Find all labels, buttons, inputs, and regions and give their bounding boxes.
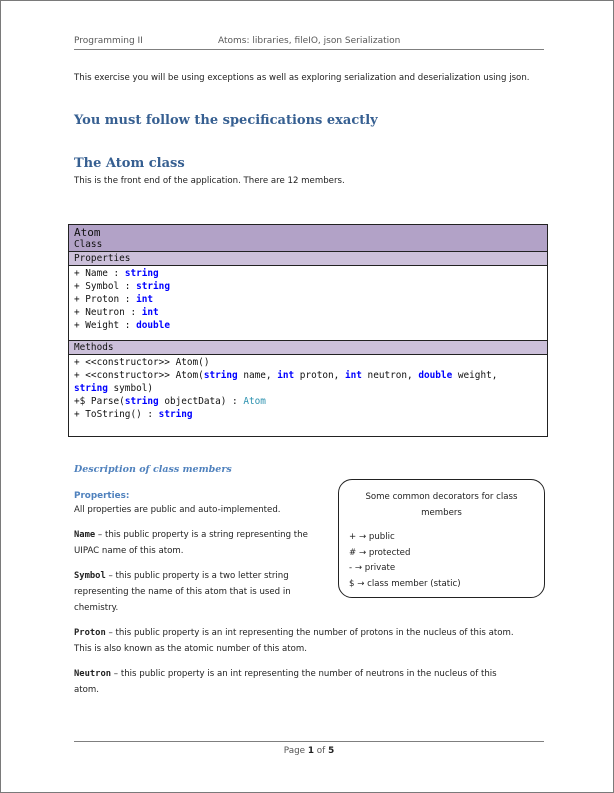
property-type: string xyxy=(136,281,170,292)
property-signature: + Neutron : xyxy=(74,307,142,318)
member-text: UIPAC name of this atom. xyxy=(74,546,184,557)
property-signature: + Name : xyxy=(74,268,125,279)
member-neutron-description xyxy=(74,666,497,698)
method-part: name, xyxy=(237,370,278,381)
arrow-icon: → xyxy=(358,532,367,542)
uml-class-name: Atom xyxy=(74,226,101,239)
header-topic: Atoms: libraries, fileIO, json Serialization xyxy=(218,36,401,46)
member-symbol-description xyxy=(74,568,291,617)
method-part: weight, xyxy=(452,370,498,381)
member-symbol-label: Symbol xyxy=(74,571,106,581)
arrow-icon: → xyxy=(357,578,365,589)
page-footer xyxy=(74,741,544,756)
param-type: double xyxy=(418,370,453,381)
param-type: string xyxy=(124,396,159,407)
page-total: 5 xyxy=(328,746,335,756)
arrow-icon: → xyxy=(358,547,367,558)
uml-methods-list xyxy=(69,355,547,422)
member-text: – this public property is a two letter string xyxy=(105,571,289,581)
decorator-item xyxy=(349,561,461,577)
method-part: proton, xyxy=(294,370,345,381)
intro-paragraph: This exercise you will be using exceptions as well as exploring serialization and deserialization using json. xyxy=(74,73,530,83)
uml-property xyxy=(74,267,542,280)
param-type: int xyxy=(277,370,295,381)
property-signature: + Symbol : xyxy=(74,281,137,292)
uml-property xyxy=(74,293,542,306)
member-text: atom. xyxy=(74,685,99,696)
of-word: of xyxy=(316,746,326,756)
member-text: representing the name of this atom that is used in xyxy=(74,587,291,598)
member-text: – this public property is an int representing the number of protons in the nucleus of this atom. xyxy=(105,628,514,638)
page-current: 1 xyxy=(307,746,314,756)
description-heading: Description of class members xyxy=(74,464,232,475)
method-part: neutron, xyxy=(361,370,419,381)
member-proton-description xyxy=(74,625,514,657)
page-header xyxy=(74,35,544,50)
atom-class-heading: The Atom class xyxy=(74,156,185,171)
uml-class-kind: Class xyxy=(74,239,103,250)
uml-method-constructor xyxy=(74,369,542,382)
member-text: – this public property is a string representing the xyxy=(95,530,308,540)
decorators-callout xyxy=(338,479,545,598)
property-type: int xyxy=(136,294,154,305)
property-type: double xyxy=(136,320,170,331)
decorator-item xyxy=(349,546,461,562)
method-part: + ToString() : xyxy=(74,409,159,420)
uml-method-tostring xyxy=(74,408,542,421)
page-word: Page xyxy=(283,746,306,756)
uml-property xyxy=(74,306,542,319)
decorator-label: public xyxy=(368,532,395,542)
uml-property xyxy=(74,280,542,293)
return-type: Atom xyxy=(243,396,266,407)
uml-class-diagram xyxy=(68,224,548,437)
method-part: +$ Parse( xyxy=(74,396,125,407)
header-course: Programming II xyxy=(74,36,143,46)
property-signature: + Proton : xyxy=(74,294,137,305)
decorator-symbol: # xyxy=(349,547,357,558)
method-part: objectData) : xyxy=(158,396,244,407)
arrow-icon: → xyxy=(354,563,363,573)
property-type: int xyxy=(141,307,159,318)
uml-title xyxy=(69,225,547,252)
member-text: chemistry. xyxy=(74,603,119,614)
decorator-item xyxy=(349,530,461,546)
properties-note: All properties are public and auto-implemented. xyxy=(74,505,281,515)
uml-method-default-constructor: + <<constructor>> Atom() xyxy=(74,357,210,368)
member-text: – this public property is an int representing the number of neutrons in the nucleus of this xyxy=(111,669,497,679)
decorator-label: private xyxy=(364,563,396,573)
member-name-label: Name xyxy=(74,530,96,540)
decorator-symbol: + xyxy=(349,532,357,542)
decorator-item xyxy=(349,577,461,593)
property-signature: + Weight : xyxy=(74,320,137,331)
decorator-label: protected xyxy=(368,547,411,558)
member-name-description xyxy=(74,527,308,559)
page-number xyxy=(74,746,544,756)
param-type: string xyxy=(203,370,238,381)
member-text: This is also known as the atomic number of this atom. xyxy=(74,644,308,655)
decorator-symbol: $ xyxy=(349,578,355,589)
method-part: + <<constructor>> Atom( xyxy=(74,370,204,381)
decorator-label: class member (static) xyxy=(367,578,461,589)
param-type: int xyxy=(344,370,362,381)
uml-properties-header: Properties xyxy=(69,252,547,266)
decorator-symbol: - xyxy=(349,563,353,573)
spec-heading: You must follow the specifications exactly xyxy=(74,113,378,128)
uml-method-constructor-cont xyxy=(74,382,542,395)
member-proton-label: Proton xyxy=(74,628,106,638)
uml-property xyxy=(74,319,542,332)
callout-title: Some common decorators for class members xyxy=(365,492,518,518)
uml-method-parse xyxy=(74,395,542,408)
method-part: symbol) xyxy=(107,383,154,394)
member-neutron-label: Neutron xyxy=(74,669,112,679)
properties-heading: Properties: xyxy=(74,491,130,501)
return-type: string xyxy=(158,409,193,420)
callout-list xyxy=(349,530,461,592)
uml-properties-list xyxy=(69,266,547,341)
atom-class-subtext: This is the front end of the application. There are 12 members. xyxy=(74,176,345,186)
param-type: string xyxy=(74,383,108,394)
uml-methods-header: Methods xyxy=(69,341,547,355)
property-type: string xyxy=(124,268,159,279)
